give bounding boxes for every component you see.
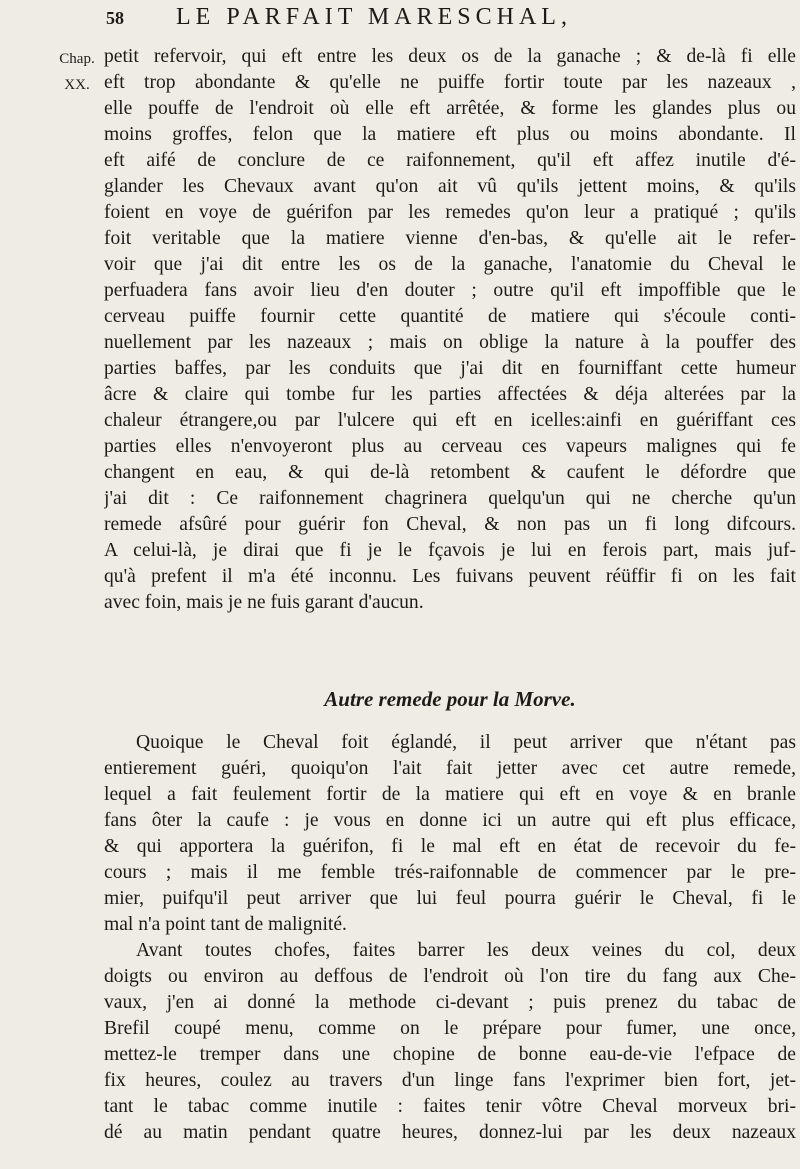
text-line: parties elles n'envoyeront plus au cerveau ces vapeurs malignes qui fe bbox=[104, 436, 796, 457]
text-line: mettez-le tremper dans une chopine de bonne eau-de-vie l'efpace de bbox=[104, 1044, 796, 1065]
text-line: eft aifé de conclure de ce raifonnement, qu'il eft affez inutile d'é- bbox=[104, 150, 796, 171]
text-line: fix heures, coulez au travers d'un linge fans l'exprimer bien fort, jet- bbox=[104, 1070, 796, 1091]
running-head: LE PARFAIT MARESCHAL, bbox=[176, 4, 572, 30]
section-heading: Autre remede pour la Morve. bbox=[324, 687, 576, 711]
text-line: lequel a fait feulement fortir de la matiere qui eft en voye & en branle bbox=[104, 784, 796, 805]
text-line: entierement guéri, quoiqu'on l'ait fait jetter avec cet autre remede, bbox=[104, 758, 796, 779]
text-line: Avant toutes chofes, faites barrer les deux veines du col, deux bbox=[136, 940, 796, 961]
text-line: avec foin, mais je ne fuis garant d'aucun. bbox=[104, 592, 424, 613]
text-line: qu'à prefent il m'a été inconnu. Les fuivans peuvent réüffir fi on les fait bbox=[104, 566, 796, 587]
text-line: cerveau puiffe fournir cette quantité de matiere qui s'écoule conti- bbox=[104, 306, 796, 327]
text-line: tant le tabac comme inutile : faites tenir vôtre Cheval morveux bri- bbox=[104, 1096, 796, 1117]
page-header bbox=[106, 4, 796, 34]
text-line: âcre & claire qui tombe fur les parties affectées & déja alterées par la bbox=[104, 384, 796, 405]
chapter-number: XX. bbox=[64, 77, 90, 93]
chapter-margin-note bbox=[56, 46, 98, 98]
text-line: foient en voye de guérifon par les remedes qu'on leur a pratiqué ; qu'ils bbox=[104, 202, 796, 223]
text-line: Quoique le Cheval foit églandé, il peut arriver que n'étant pas bbox=[136, 732, 796, 753]
text-line: doigts ou environ au deffous de l'endroit où l'on tire du fang aux Che- bbox=[104, 966, 796, 987]
text-line: cours ; mais il me femble trés-raifonnable de commencer par le pre- bbox=[104, 862, 796, 883]
text-line: eft trop abondante & qu'elle ne puiffe fortir toute par les nazeaux , bbox=[104, 72, 796, 93]
text-line: j'ai dit : Ce raifonnement chagrinera quelqu'un qui ne cherche qu'un bbox=[104, 488, 796, 509]
text-line: remede afsûré pour guérir fon Cheval, & non pas un fi long difcours. bbox=[104, 514, 796, 535]
text-line: perfuadera fans avoir lieu d'en douter ; outre qu'il eft impoffible que le bbox=[104, 280, 796, 301]
text-line: changent en eau, & qui de-là retombent & caufent le défordre que bbox=[104, 462, 796, 483]
text-line: A celui-là, je dirai que fi je le fçavois je lui en ferois part, mais juf- bbox=[104, 540, 796, 561]
text-line: glander les Chevaux avant qu'on ait vû qu'ils jettent moins, & qu'ils bbox=[104, 176, 796, 197]
text-line: Brefil coupé menu, comme on le prépare pour fumer, une once, bbox=[104, 1018, 796, 1039]
text-line: nuellement par les nazeaux ; mais on oblige la nature à la pouffer des bbox=[104, 332, 796, 353]
text-line: moins groffes, felon que la matiere eft plus ou moins abondante. Il bbox=[104, 124, 796, 145]
text-line: elle pouffe de l'endroit où elle eft arrêtée, & forme les glandes plus ou bbox=[104, 98, 796, 119]
text-line: dé au matin pendant quatre heures, donnez-lui par les deux nazeaux bbox=[104, 1122, 796, 1143]
page-number: 58 bbox=[106, 8, 124, 28]
text-line: vaux, j'en ai donné la methode ci-devant ; puis prenez du tabac de bbox=[104, 992, 796, 1013]
paragraph-remedy bbox=[104, 730, 796, 1146]
text-line: petit refervoir, qui eft entre les deux os de la ganache ; & de-là fi elle bbox=[104, 46, 796, 67]
text-line: fans ôter la caufe : je vous en donne ici un autre qui eft plus efficace, bbox=[104, 810, 796, 831]
text-line: parties baffes, par les conduits que j'ai dit en fourniffant cette humeur bbox=[104, 358, 796, 379]
text-line: chaleur étrangere,ou par l'ulcere qui eft en icelles:ainfi en guériffant ces bbox=[104, 410, 796, 431]
chapter-label: Chap. bbox=[59, 51, 95, 67]
text-line: mier, puifqu'il peut arriver que lui feul pourra guérir le Cheval, fi le bbox=[104, 888, 796, 909]
text-line: foit veritable que la matiere vienne d'en-bas, & qu'elle ait le refer- bbox=[104, 228, 796, 249]
paragraph-continued bbox=[104, 44, 796, 616]
text-line: voir que j'ai dit entre les os de la ganache, l'anatomie du Cheval le bbox=[104, 254, 796, 275]
text-line: & qui apportera la guérifon, fi le mal eft en état de recevoir du fe- bbox=[104, 836, 796, 857]
text-line: mal n'a point tant de malignité. bbox=[104, 914, 347, 935]
